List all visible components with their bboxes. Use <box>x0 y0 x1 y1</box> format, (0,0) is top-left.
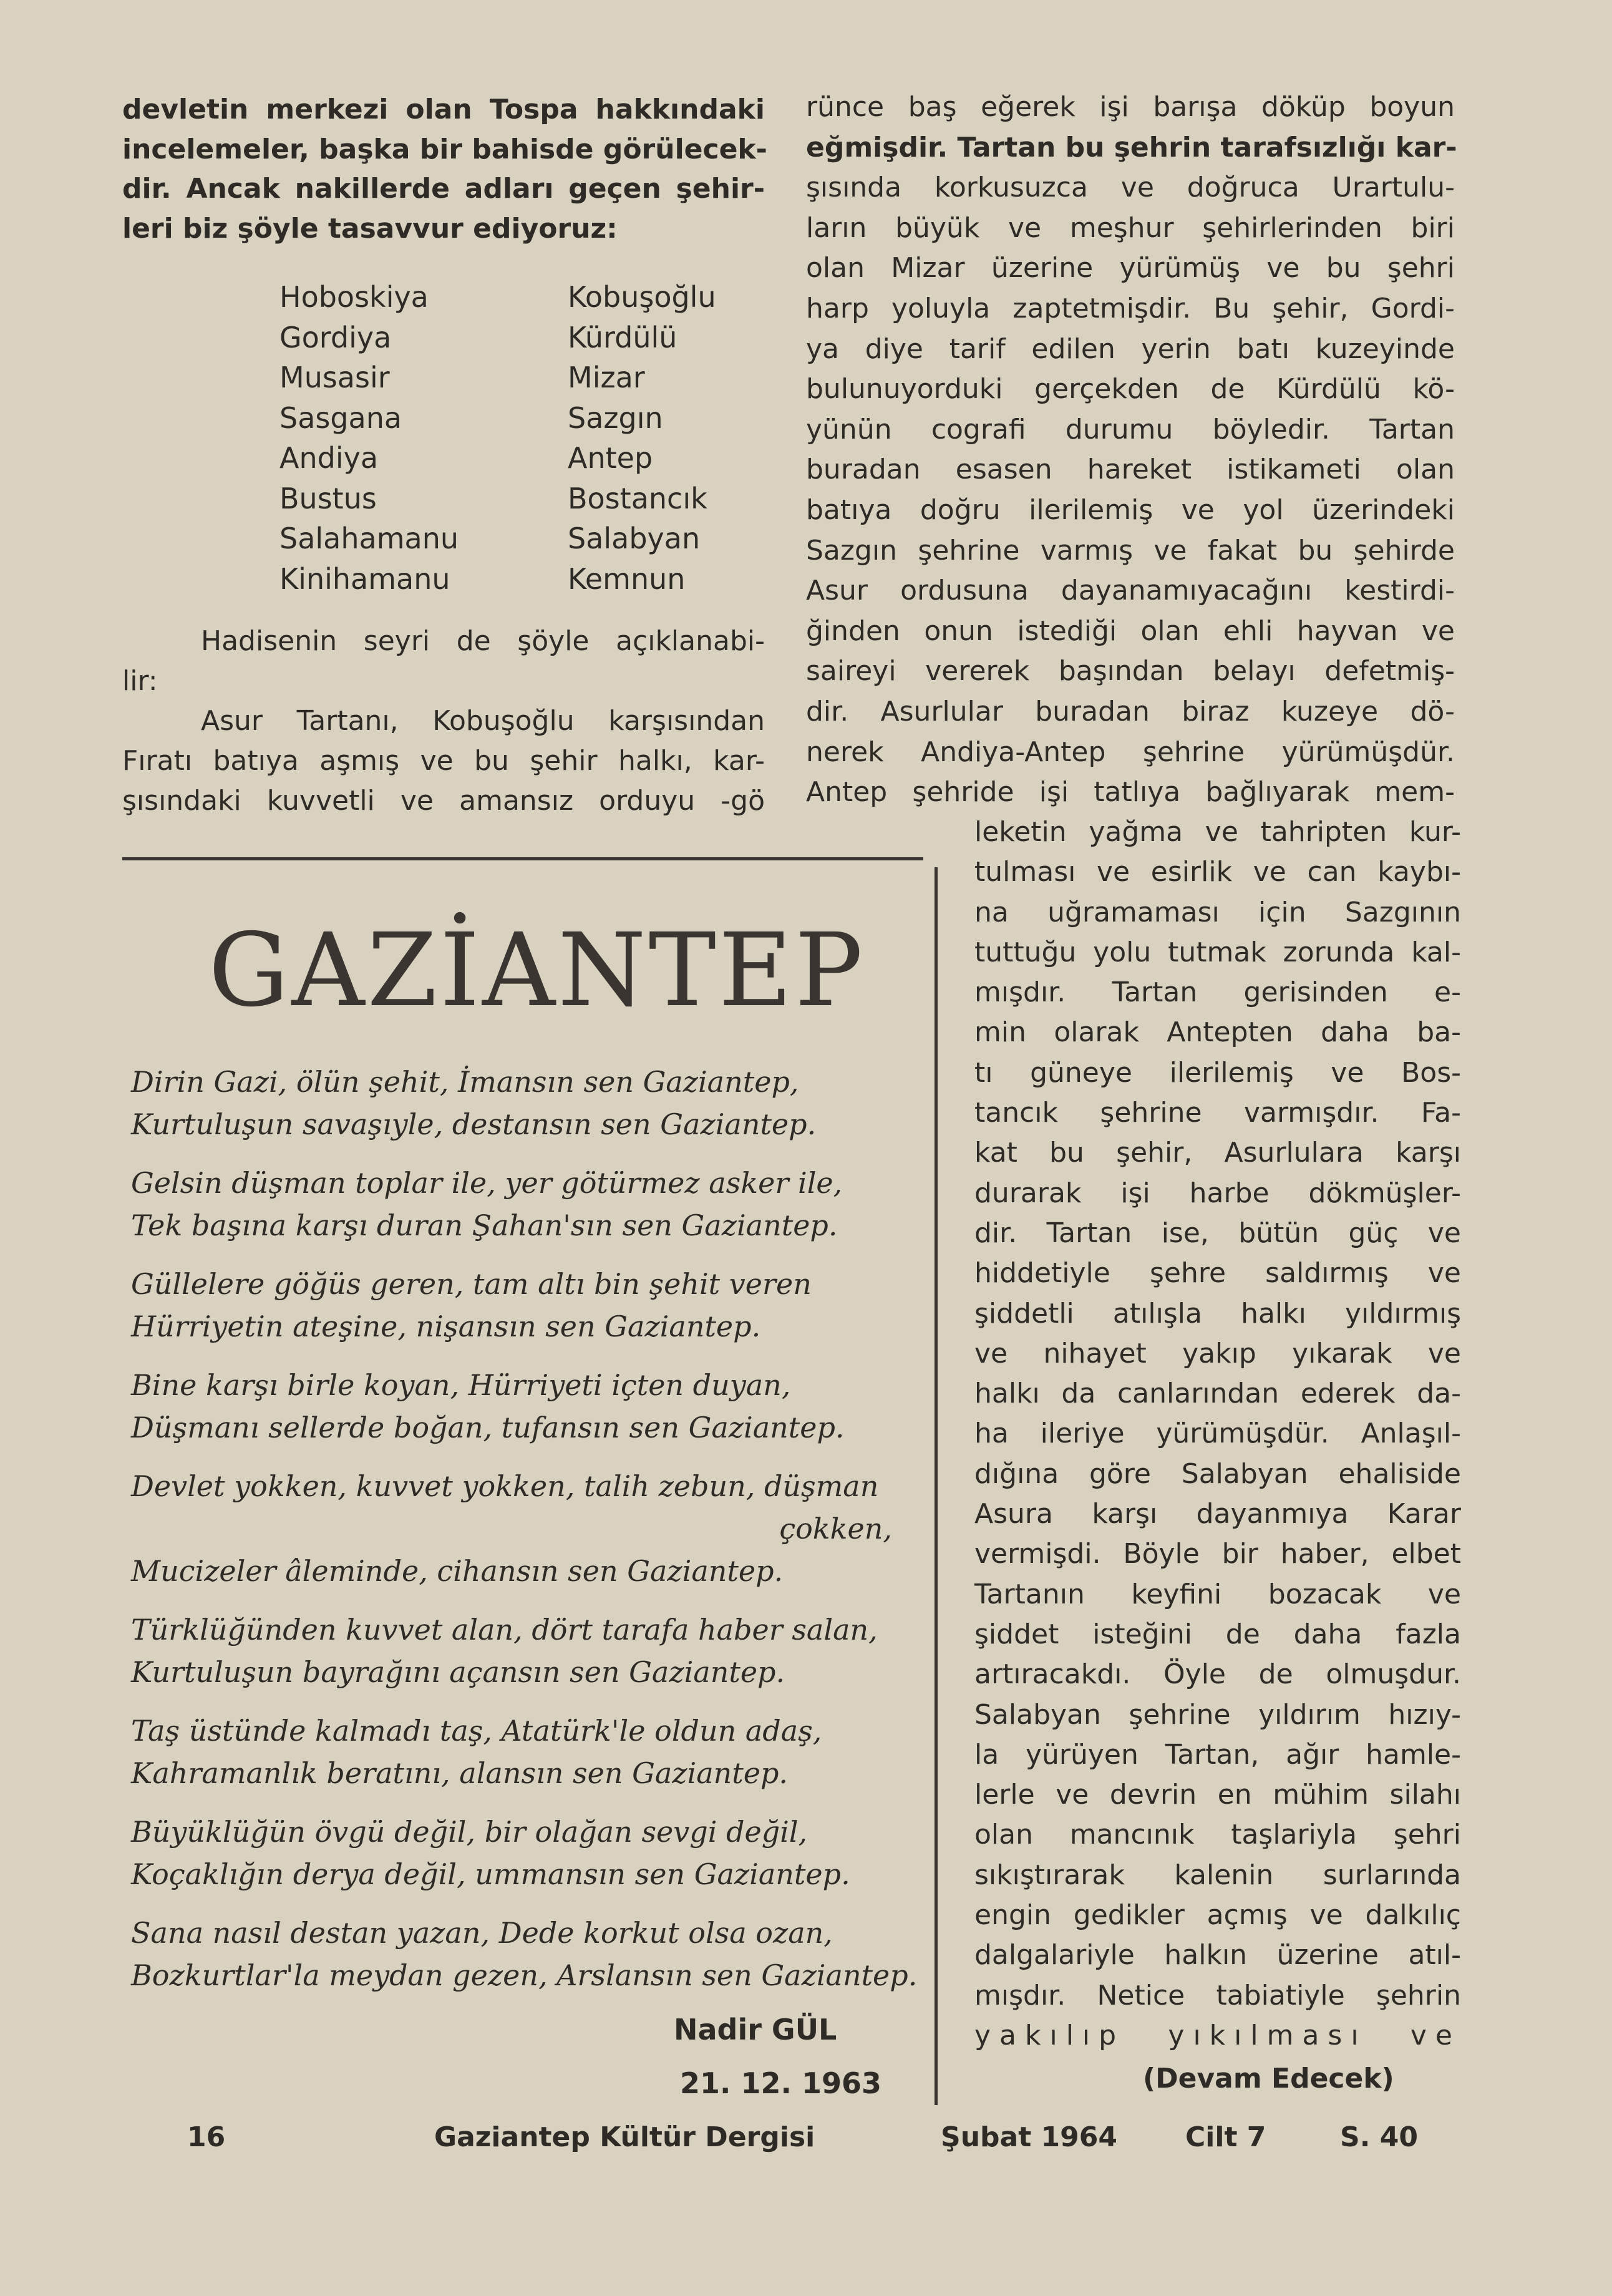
text-line: ların büyük ve meşhur şehirlerinden biri <box>806 212 1455 244</box>
poem-date: 21. 12. 1963 <box>680 2066 882 2100</box>
poem-line: Gelsin düşman toplar ile, yer götürmez asker ile, <box>131 1166 843 1200</box>
poem-line: Dirin Gazi, ölün şehit, İmansın sen Gaziantep, <box>131 1065 799 1099</box>
text-line: Asur Tartanı, Kobuşoğlu karşısından <box>201 705 765 737</box>
city-name: Salabyan <box>568 522 701 555</box>
text-line: dir. Ancak nakillerde adları geçen şehir- <box>122 173 765 205</box>
city-name: Salahamanu <box>279 522 459 555</box>
poem-stanza <box>131 1263 930 1348</box>
city-name: Kürdülü <box>568 320 677 354</box>
text-line: Sazgın şehrine varmış ve fakat bu şehirde <box>806 534 1455 567</box>
city-list-left <box>279 277 459 599</box>
text-line: tuttuğu yolu tutmak zorunda kal- <box>974 936 1461 968</box>
poem-stanza <box>131 1608 930 1693</box>
text-line: harp yoluyla zaptetmişdir. Bu şehir, Gordi- <box>806 292 1455 324</box>
left-intro-text <box>122 90 765 248</box>
text-line: saireyi vererek başından belayı defetmiş- <box>806 655 1455 688</box>
volume-number: Cilt 7 <box>1185 2121 1266 2153</box>
poem-line: Düşmanı sellerde boğan, tufansın sen Gaziantep. <box>131 1411 845 1444</box>
text-line: dir. Asurlular buradan biraz kuzeye dö- <box>806 695 1455 727</box>
poem-line: Sana nasıl destan yazan, Dede korkut olsa ozan, <box>131 1916 833 1950</box>
poem-line: Bine karşı birle koyan, Hürriyeti içten duyan, <box>131 1368 791 1402</box>
poem-line: Kurtuluşun bayrağını açansın sen Gaziantep. <box>131 1655 785 1689</box>
poem-line: Devlet yokken, kuvvet yokken, talih zebun, düşman <box>131 1469 879 1503</box>
poem-title: GAZİANTEP <box>208 912 866 1029</box>
city-name: Kemnun <box>568 562 686 596</box>
city-name: Bustus <box>279 481 377 515</box>
poem-line: Bozkurtlar'la meydan gezen, Arslansın sen Gaziantep. <box>131 1958 918 1992</box>
poem-body <box>131 1061 930 2013</box>
city-name: Musasir <box>279 361 390 394</box>
text-line: yakılıp yıkılması ve <box>974 2019 1461 2051</box>
city-name: Bostancık <box>568 481 707 515</box>
poem-line: Hürriyetin ateşine, nişansın sen Gaziantep. <box>131 1310 761 1343</box>
text-line: olan Mizar üzerine yürümüş ve bu şehri <box>806 252 1455 285</box>
text-line: ya diye tarif edilen yerin batı kuzeyinde <box>806 333 1455 365</box>
text-line: şiddet isteğini de daha fazla <box>974 1618 1461 1650</box>
text-line: ha ileriye yürümüşdür. Anlaşıl- <box>974 1418 1461 1450</box>
poem-line: Türklüğünden kuvvet alan, dört tarafa haber salan, <box>131 1613 878 1647</box>
text-line: incelemeler, başka bir bahisde görülecek- <box>122 133 767 165</box>
text-line: Salabyan şehrine yıldırım hızıy- <box>974 1698 1461 1731</box>
text-line: min olarak Antepten daha ba- <box>974 1016 1461 1049</box>
text-line: şiddetli atılışla halkı yıldırmış <box>974 1297 1461 1330</box>
text-line: dalgalariyle halkın üzerine atıl- <box>974 1939 1461 1972</box>
text-line: engin gedikler açmış ve dalkılıç <box>974 1899 1461 1932</box>
poem-line: Koçaklığın derya değil, ummansın sen Gaziantep. <box>131 1857 850 1891</box>
city-list-right <box>568 277 716 599</box>
poem-line: Büyüklüğün övgü değil, bir olağan sevgi değil, <box>131 1815 808 1849</box>
text-line: Fıratı batıya aşmış ve bu şehir halkı, kar- <box>122 745 765 777</box>
text-line: nerek Andiya-Antep şehrine yürümüşdür. <box>806 736 1455 768</box>
text-line: lerle ve devrin en mühim silahı <box>974 1779 1461 1811</box>
text-line: artıracakdı. Öyle de olmuşdur. <box>974 1658 1461 1691</box>
text-line: batıya doğru ilerilemiş ve yol üzerindeki <box>806 494 1455 526</box>
city-name: Kobuşoğlu <box>568 280 716 314</box>
text-line: kat bu şehir, Asurlulara karşı <box>974 1137 1461 1169</box>
poem-stanza <box>131 1061 930 1146</box>
right-narrow-text <box>974 812 1461 2056</box>
text-line: Tartanın keyfini bozacak ve <box>974 1578 1461 1610</box>
poem-line: Taş üstünde kalmadı taş, Atatürk'le oldun adaş, <box>131 1714 822 1748</box>
text-line: la yürüyen Tartan, ağır hamle- <box>974 1738 1461 1771</box>
text-line: na uğramaması için Sazgının <box>974 896 1461 928</box>
poem-line: Kurtuluşun savaşıyle, destansın sen Gaziantep. <box>131 1107 817 1141</box>
text-line: ve nihayet yakıp yıkarak ve <box>974 1337 1461 1369</box>
text-line: buradan esasen hareket istikameti olan <box>806 454 1455 486</box>
issue-number: S. 40 <box>1340 2121 1418 2153</box>
text-line: halkı da canlarından ederek da- <box>974 1378 1461 1410</box>
poem-line: Kahramanlık beratını, alansın sen Gaziantep. <box>131 1756 789 1790</box>
poem-line: Mucizeler âleminde, cihansın sen Gaziantep. <box>131 1554 784 1588</box>
text-line: olan mancınık taşlariyla şehri <box>974 1819 1461 1851</box>
poem-stanza <box>131 1710 930 1794</box>
text-line: dir. Tartan ise, bütün güç ve <box>974 1217 1461 1249</box>
text-line: ğinden onun istediği olan ehli hayvan ve <box>806 615 1455 647</box>
poem-stanza <box>131 1162 930 1247</box>
text-line: Asur ordusuna dayanamıyacağını kestirdi- <box>806 575 1455 607</box>
city-name: Antep <box>568 441 653 475</box>
poem-author: Nadir GÜL <box>674 2013 837 2046</box>
city-name: Sasgana <box>279 401 402 435</box>
text-line: rünce baş eğerek işi barışa döküp boyun <box>806 91 1455 123</box>
text-line: hiddetiyle şehre saldırmış ve <box>974 1257 1461 1290</box>
text-line: şısındaki kuvvetli ve amansız orduyu -gö <box>122 785 765 817</box>
city-name: Mizar <box>568 361 645 394</box>
poem-line: Güllelere göğüs geren, tam altı bin şehit veren <box>131 1267 812 1301</box>
city-name: Hoboskiya <box>279 280 429 314</box>
vertical-divider <box>935 867 938 2105</box>
right-wide-text <box>806 87 1455 813</box>
text-line: Hadisenin seyri de şöyle açıklanabi- <box>201 625 765 657</box>
text-line: devletin merkezi olan Tospa hakkındaki <box>122 94 765 125</box>
text-line: dığına göre Salabyan ehaliside <box>974 1457 1461 1490</box>
city-name: Andiya <box>279 441 379 475</box>
continued-note: (Devam Edecek) <box>1143 2063 1394 2094</box>
poem-stanza <box>131 1811 930 1895</box>
text-line: bulunuyorduki gerçekden de Kürdülü kö- <box>806 373 1455 406</box>
text-line: yünün cografi durumu böyledir. Tartan <box>806 413 1455 445</box>
text-line: şısında korkusuzca ve doğruca Urartulu- <box>806 172 1455 204</box>
page-footer <box>0 2121 1612 2159</box>
journal-name: Gaziantep Kültür Dergisi <box>434 2121 815 2153</box>
issue-date: Şubat 1964 <box>941 2121 1118 2153</box>
text-line: tı güneye ilerilemiş ve Bos- <box>974 1056 1461 1089</box>
text-line: eğmişdir. Tartan bu şehrin tarafsızlığı kar- <box>806 131 1457 163</box>
text-line: sıkıştırarak kalenin surlarında <box>974 1859 1461 1891</box>
city-name: Gordiya <box>279 320 392 354</box>
poem-stanza <box>131 1465 930 1592</box>
text-line: mışdır. Netice tabiatiyle şehrin <box>974 1979 1461 2011</box>
text-line: leketin yağma ve tahripten kur- <box>974 816 1461 848</box>
text-line: lir: <box>122 665 158 697</box>
page-number: 16 <box>187 2121 226 2153</box>
text-line: Antep şehride işi tatlıya bağlıyarak mem- <box>806 776 1455 809</box>
poem-line: çokken, <box>779 1512 892 1545</box>
text-line: vermişdi. Böyle bir haber, elbet <box>974 1538 1461 1570</box>
text-line: Asura karşı dayanmıya Karar <box>974 1498 1461 1530</box>
poem-line: Tek başına karşı duran Şahan'sın sen Gaziantep. <box>131 1209 838 1242</box>
text-line: tulması ve esirlik ve can kaybı- <box>974 856 1461 888</box>
text-line: mışdır. Tartan gerisinden e- <box>974 976 1461 1009</box>
text-line: durarak işi harbe dökmüşler- <box>974 1177 1461 1209</box>
left-course-text <box>122 621 765 821</box>
horizontal-divider <box>122 857 923 860</box>
text-line: leri biz şöyle tasavvur ediyoruz: <box>122 212 618 245</box>
poem-stanza <box>131 1912 930 1997</box>
city-name: Kinihamanu <box>279 562 450 596</box>
text-line: tancık şehrine varmışdır. Fa- <box>974 1097 1461 1129</box>
city-name: Sazgın <box>568 401 663 435</box>
poem-stanza <box>131 1364 930 1449</box>
